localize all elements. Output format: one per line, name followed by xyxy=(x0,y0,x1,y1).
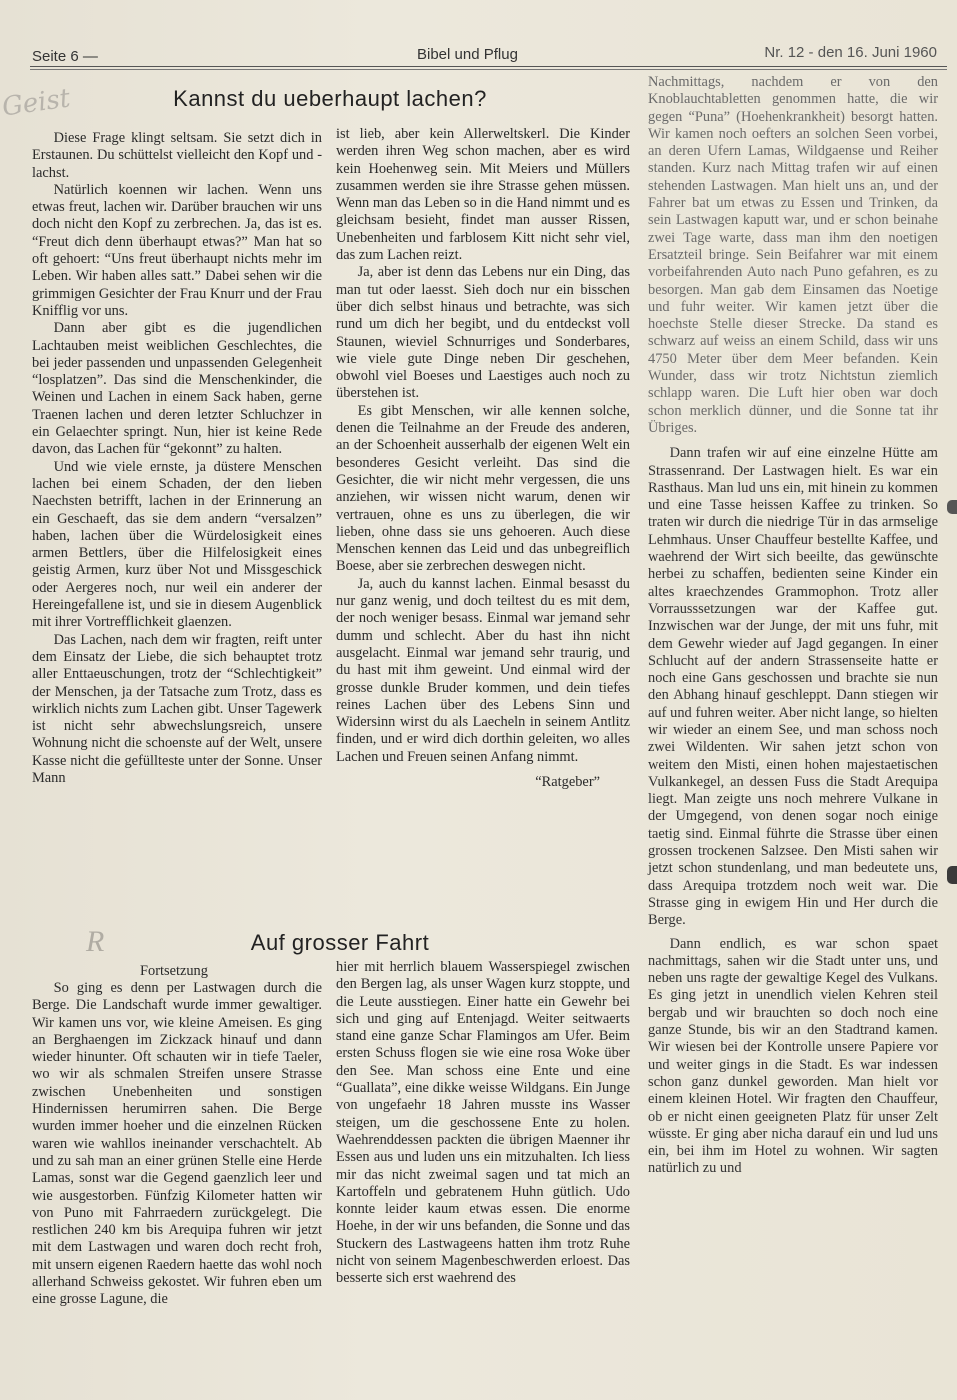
article1-column2 xyxy=(336,126,630,791)
article-signature: “Ratgeber” xyxy=(535,773,600,790)
header-rule-secondary xyxy=(30,69,947,70)
paragraph: Natürlich koennen wir lachen. Wenn uns etwas freut, lachen wir. Darüber brauchen wir uns doch nicht den Kopf zu zerbrechen. Ja, das ist es. “Freut dich denn überhaupt etwas?” Man hat so oft gehoert: “Uns freut überhaupt nichts mehr im Leben. Wir haben alles satt.” Dabei sehen wir die grimmigen Gesichter der Frau Knurr und der Frau Knifflig vor uns. xyxy=(32,181,322,319)
publication-name: Bibel und Pflug xyxy=(417,46,518,63)
paragraph: Das Lachen, nach dem wir fragten, reift unter dem Einsatz der Liebe, die sich behauptet trotz aller Enttaeuschungen, trotz der “Schlechtigkeit” der Menschen, ja der Tatsache zum Trotz, dass es wirklich nichts zum Lachen gibt. Unser Tagewerk ist nicht sehr abwechslungsreich, unsere Wohnung nicht die schoenste auf der Welt, unsere Kasse nicht die gefüllteste unter der Sonne. Unser Mann xyxy=(32,631,322,786)
page-edge-mark xyxy=(947,866,957,884)
page-header xyxy=(32,44,945,68)
article2-column1 xyxy=(32,980,322,1309)
pencil-mark-r: R xyxy=(86,925,105,958)
paragraph: Ja, aber ist denn das Lebens nur ein Ding, das man tut oder laesst. Sieh doch nur ein bisschen über dich selbst hinaus und betrachte, was sich rund um dich her begibt, und du entdeckst voll Staunen, wieviel Schnurriges und Sonderbares, wie viele gute Dinge neben Dir geschehen, obwohl viel Boeses und Laestiges auch noch zu überstehen ist. xyxy=(336,264,630,402)
page-edge-mark xyxy=(947,500,957,514)
paragraph: Diese Frage klingt seltsam. Sie setzt dich in Erstaunen. Du schüttelst vielleicht den Kopf und - lachst. xyxy=(32,130,322,181)
issue-date: Nr. 12 - den 16. Juni 1960 xyxy=(764,44,937,61)
paragraph: So ging es denn per Lastwagen durch die Berge. Die Landschaft wurde immer gewaltiger. Wir kamen uns vor, wie kleine Ameisen. Es ging an Berghaengen im Zickzack hinauf und dann wieder hinunter. Oft schauten wir in tiefe Taeler, wo wir als schmalen Streifen unsere Strasse zwischen Unebenheiten und sonstigen Hindernissen herumirren sahen. Die Berge wurden immer hoeher und die einzelnen Rücken waren wie wahllos ineinander verschachtelt. Ab und zu sah man an einer grünen Stelle eine Herde Lamas, sonst war die Gegend gaenzlich leer und wie ausgestorben. Fünfzig Kilometer hatten wir von Puno mit Fahrraedern zurückgelegt. Die restlichen 240 km bis Arequipa fuhren wir jetzt mit dem Lastwagen und waren doch recht froh, mit unsern eigenen Raedern haette das wohl noch allerhand Schweiss gekostet. Wir fuhren eben um eine grosse Lagune, die xyxy=(32,980,322,1308)
pencil-note: Geist xyxy=(0,83,73,123)
article-title-lachen: Kannst du ueberhaupt lachen? xyxy=(173,86,487,111)
article2-column2 xyxy=(336,959,630,1288)
paragraph: hier mit herrlich blauem Wasserspiegel zwischen den Bergen lag, als unser Wagen kurz stoppte, und die Leute ausstiegen. Einer hatte ein Gewehr bei sich und ging auf Entenjagd. Weiter seitwaerts stand eine ganze Schar Flamingos am Ufer. Beim ersten Schuss flogen sie wie eine rosa Woke über den See. Man schoss eine Ente und eine “Guallata”, eine dikke weisse Wildgans. Ein Junge von ungefaehr 18 Jahren musste ins Wasser steigen, um die geschossene Ente zu holen. Waehrenddessen packten die übrigen Maenner ihr Essen aus und luden uns ein mitzuhalten. Ich liess mir das nicht zweimal sagen und tat mich an Kartoffeln und gebratenem Huhn gütlich. Udo konnte leider kaum etwas essen. Die enorme Hoehe, in der wir uns befanden, die Sonne und das Stuckern des Lastwageens hatten ihm trotz Ruhe nicht von seinem Magenbeschwerden erloest. Das besserte sich erst waehrend des xyxy=(336,959,630,1287)
article-title-fahrt: Auf grosser Fahrt xyxy=(250,930,430,955)
paragraph: Es gibt Menschen, wir alle kennen solche, denen die Teilnahme an der Freude des anderen, an der Schoenheit ausserhalb der eigenen Welt ein besonderes Gesicht verleiht. Das sind die Gesichter, die wir nicht mehr vergessen, die uns anziehen, wir wissen nicht warum, denen wir vertrauen, ohne es uns zu überlegen, die wir lieben, ohne dass sie uns gehoeren. Auch diese Menschen kennen das Leid und das unbegreiflich Boese, aber sie zerbrechen deswegen nicht. xyxy=(336,402,630,575)
paragraph: Und wie viele ernste, ja düstere Menschen lachen bei einem Schaden, der den lieben Naechsten betrifft, lachen in der Erinnerung an ein Geschaeft, das sie dem andern “versalzen” haben, lachen über die Würdelosigkeit eines armen Bettlers, über die Hilfelosigkeit eines geistig Armen, kurz über Not und Missgeschick oder Aergeres noch, nur weil ein anderer der Hereingefallene ist, und sie in diesem Augenblick mit ihrer Vortrefflichkeit glaenzen. xyxy=(32,458,322,631)
paragraph: Nachmittags, nachdem er von den Knoblauchtabletten genommen hatte, die wir gegen “Puna” (Hoehenkrankheit) besorgt hatten. Wir kamen noch oefters an solchen Seen vorbei, an deren Ufern Lamas, Wildgaense und Reiher standen. Kurz nach Mittag trafen wir auf einen stehenden Lastwagen. Man hielt uns an, und der Fahrer bat um etwas zu Essen und Trinken, da sein Lastwagen kaputt war, und er schon beinahe zwei Tage warte, dass man ihm den noetigen Ersatzteil bringe. Sein Beifahrer war mit einem vorbeifahrenden Auto nach Puno gefahren, es zu besorgen. Man gab dem Einsamen das Noetige und fuhr weiter. Wir kamen jetzt über die hoechste Stelle dieser Strecke. Da stand es schwarz auf weiss an einem Schild, dass wir uns 4750 Meter über dem Meer befanden. Kein Wunder, dass wir trotz Nichtstun ziemlich schlapp waren. Die Luft hier oben war doch schon merklich dünner, und die Sonne tat ihr Übriges. xyxy=(648,74,938,436)
paragraph: Dann aber gibt es die jugendlichen Lachtauben meist weiblichen Geschlechtes, die bei jeder passenden und unpassenden Gelegenheit “losplatzen”. Das sind die Menschenkinder, die Weinen und Lachen in einem Sack haben, gerne Traenen lachen und deren letzter Schluchzer in ein Gelaechter springt. Nun, hier ist keine Rede davon, das Lachen für “gekonnt” zu halten. xyxy=(32,320,322,458)
article1-column1 xyxy=(32,130,322,787)
paragraph: Ja, auch du kannst lachen. Einmal besasst du nur ganz wenig, und doch teiltest du es mit dem, der noch weniger besass. Einmal war jemand sehr dumm und schlecht. Aber du hast ihn nicht ausgelacht. Einmal war jemand sehr traurig, und du hast mit ihm geweint. Und einmal wird der grosse dunkle Bruder kommen, und dein tiefes reines Lachen über des Lebens Sinn und Widersinn wirst du als Laecheln in seinem Antlitz finden, und er wird dich dorthin geleiten, wo alles Lachen und Freuen seinen Anfang nimmt. xyxy=(336,575,630,765)
article2-column3 xyxy=(648,74,938,1178)
article-subtitle: Fortsetzung xyxy=(140,963,208,979)
paragraph: Dann endlich, es war schon spaet nachmittags, sahen wir die Stadt unter uns, und neben uns ragte der gewaltige Kegel des Vulkans. Es ging jetzt in unendlich vielen Kehren steil bergab und wir brauchten so doch noch eine ganze Stunde, bis wir an den Stadtrand kamen. Wir wiesen bei der Kontrolle unsere Papiere vor und weiter gings in die Stadt. Es war indessen schon ganz dunkel geworden. Man hielt vor einem kleinen Hotel. Wir fragten den Chauffeur, ob er nicht einen geeigneten Platz für unser Zelt wüsste. Er ging aber nicha darauf ein und lud uns ein, bei ihm im Hotel zu wohnen. Wir sagten natürlich zu und xyxy=(648,935,938,1177)
header-rule xyxy=(30,66,947,67)
page-number: Seite 6 — xyxy=(32,48,98,65)
paragraph: ist lieb, aber kein Allerweltskerl. Die Kinder werden ihren Weg schon machen, aber es wird kein Hoehenweg sein. Mit Meiers und Müllers zusammen werden sie ihre Strasse gehen müssen. Wenn man das Leben so in die Hand nimmt und es gleichsam besieht, findet man ausser Rissen, Unebenheiten und farblosem Kitt nicht sehr viel, das zum Lachen reizt. xyxy=(336,126,630,264)
paragraph: Dann trafen wir auf eine einzelne Hütte am Strassenrand. Der Lastwagen hielt. Es war ein Rasthaus. Man lud uns ein, mit hinein zu kommen und eine Tasse heissen Kaffee zu trinken. So traten wir durch die niedrige Tür in das armselige Lehmhaus. Unser Chauffeur bestellte Kaffee, und waehrend der Wirt sich beeilte, das gewünschte herbei zu schaffen, bedienten seine Kinder ein altes kraechzendes Grammophon. Trotz aller Vorrausssetzungen war der Kaffee gut. Inzwischen war der Junge, der mit uns fuhr, mit dem Gewehr wieder auf Jagd gegangen. In einer Schlucht auf der andern Strassenseite hatte er noch eine Gans geschossen und brachte sie nun den Abhang hinauf geschleppt. Dann stiegen wir auf und fuhren weiter. Aber nicht lange, so hielten wir wieder an einem See, und man schoss noch zwei Wildenten. Wir sahen jetzt schon von weitem den Misti, einen hohen majestaetischen Vulkankegel, an dessen Fuss die Stadt Arequipa liegt. Man zeigte uns noch mehrere Vulkane in der Umgegend, von denen sogar noch einige taetig sind. Einmal führte die Strasse über einen grossen trockenen Salzsee. Den Misti sahen wir jetzt schon stundenlang, und man bedeutete uns, dass Arequipa trotzdem noch weit war. Die Strasse ging in ewigem Hin und Her durch die Berge. xyxy=(648,445,938,929)
